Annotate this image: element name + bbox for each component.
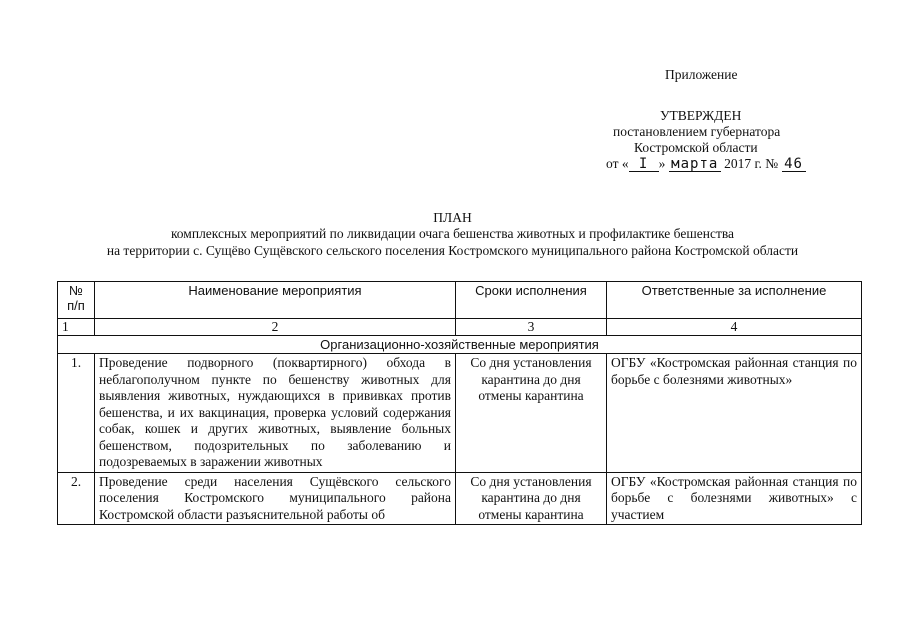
date-year: 2017 г. № <box>724 156 779 171</box>
date-mid: » <box>658 156 666 171</box>
approval-date <box>606 156 806 172</box>
plan-heading: ПЛАН <box>433 210 472 225</box>
section-title: Организационно-хозяйственные мероприятия <box>58 336 862 354</box>
row-resp: ОГБУ «Костромская районная станция по борьбе с болезнями животных» с участием <box>607 472 862 525</box>
date-day: I <box>629 157 659 172</box>
table-row <box>58 354 862 473</box>
header-name: Наименование мероприятия <box>95 282 456 319</box>
document-number: 46 <box>782 157 806 172</box>
approved-stamp-label: УТВЕРЖДЕН <box>660 108 742 123</box>
row-num: 1. <box>58 354 95 473</box>
approved-by-line1: постановлением губернатора <box>613 124 781 139</box>
plan-subtitle-line2: на территории с. Сущёво Сущёвского сельского поселения Костромского муниципального района Костромской области <box>106 243 799 258</box>
plan-subtitle-line1: комплексных мероприятий по ликвидации очага бешенства животных и профилактике бешенства <box>170 226 735 241</box>
header-term: Сроки исполнения <box>456 282 607 319</box>
row-term: Со дня установления карантина до дня отмены карантина <box>456 354 607 473</box>
row-term: Со дня установления карантина до дня отмены карантина <box>456 472 607 525</box>
appendix-label: Приложение <box>665 67 738 82</box>
header-num: № п/п <box>58 282 95 319</box>
table-row <box>58 472 862 525</box>
index-cell: 4 <box>607 319 862 336</box>
index-cell: 1 <box>58 319 95 336</box>
plan-table <box>57 281 862 525</box>
section-row <box>58 336 862 354</box>
approved-by-line2: Костромской области <box>634 140 758 155</box>
row-num: 2. <box>58 472 95 525</box>
row-name: Проведение среди населения Сущёвского сельского поселения Костромского муниципального района Костромской области разъяснительной работы об <box>95 472 456 525</box>
header-resp: Ответственные за исполнение <box>607 282 862 319</box>
row-resp: ОГБУ «Костромская районная станция по борьбе с болезнями животных» <box>607 354 862 473</box>
date-prefix: от « <box>606 156 629 171</box>
date-month: марта <box>669 157 721 172</box>
table-header-row <box>58 282 862 319</box>
index-cell: 3 <box>456 319 607 336</box>
index-cell: 2 <box>95 319 456 336</box>
table-index-row <box>58 319 862 336</box>
row-name: Проведение подворного (поквартирного) обхода в неблагополучном пункте по бешенству животных для выявления животных, нуждающихся в прививках против бешенства, и их вакцинация, проверка условий содержания собак, кошек и других животных, выявление больных бешенством, подозрительных по заболеванию и подозреваемых в заражении животных <box>95 354 456 473</box>
